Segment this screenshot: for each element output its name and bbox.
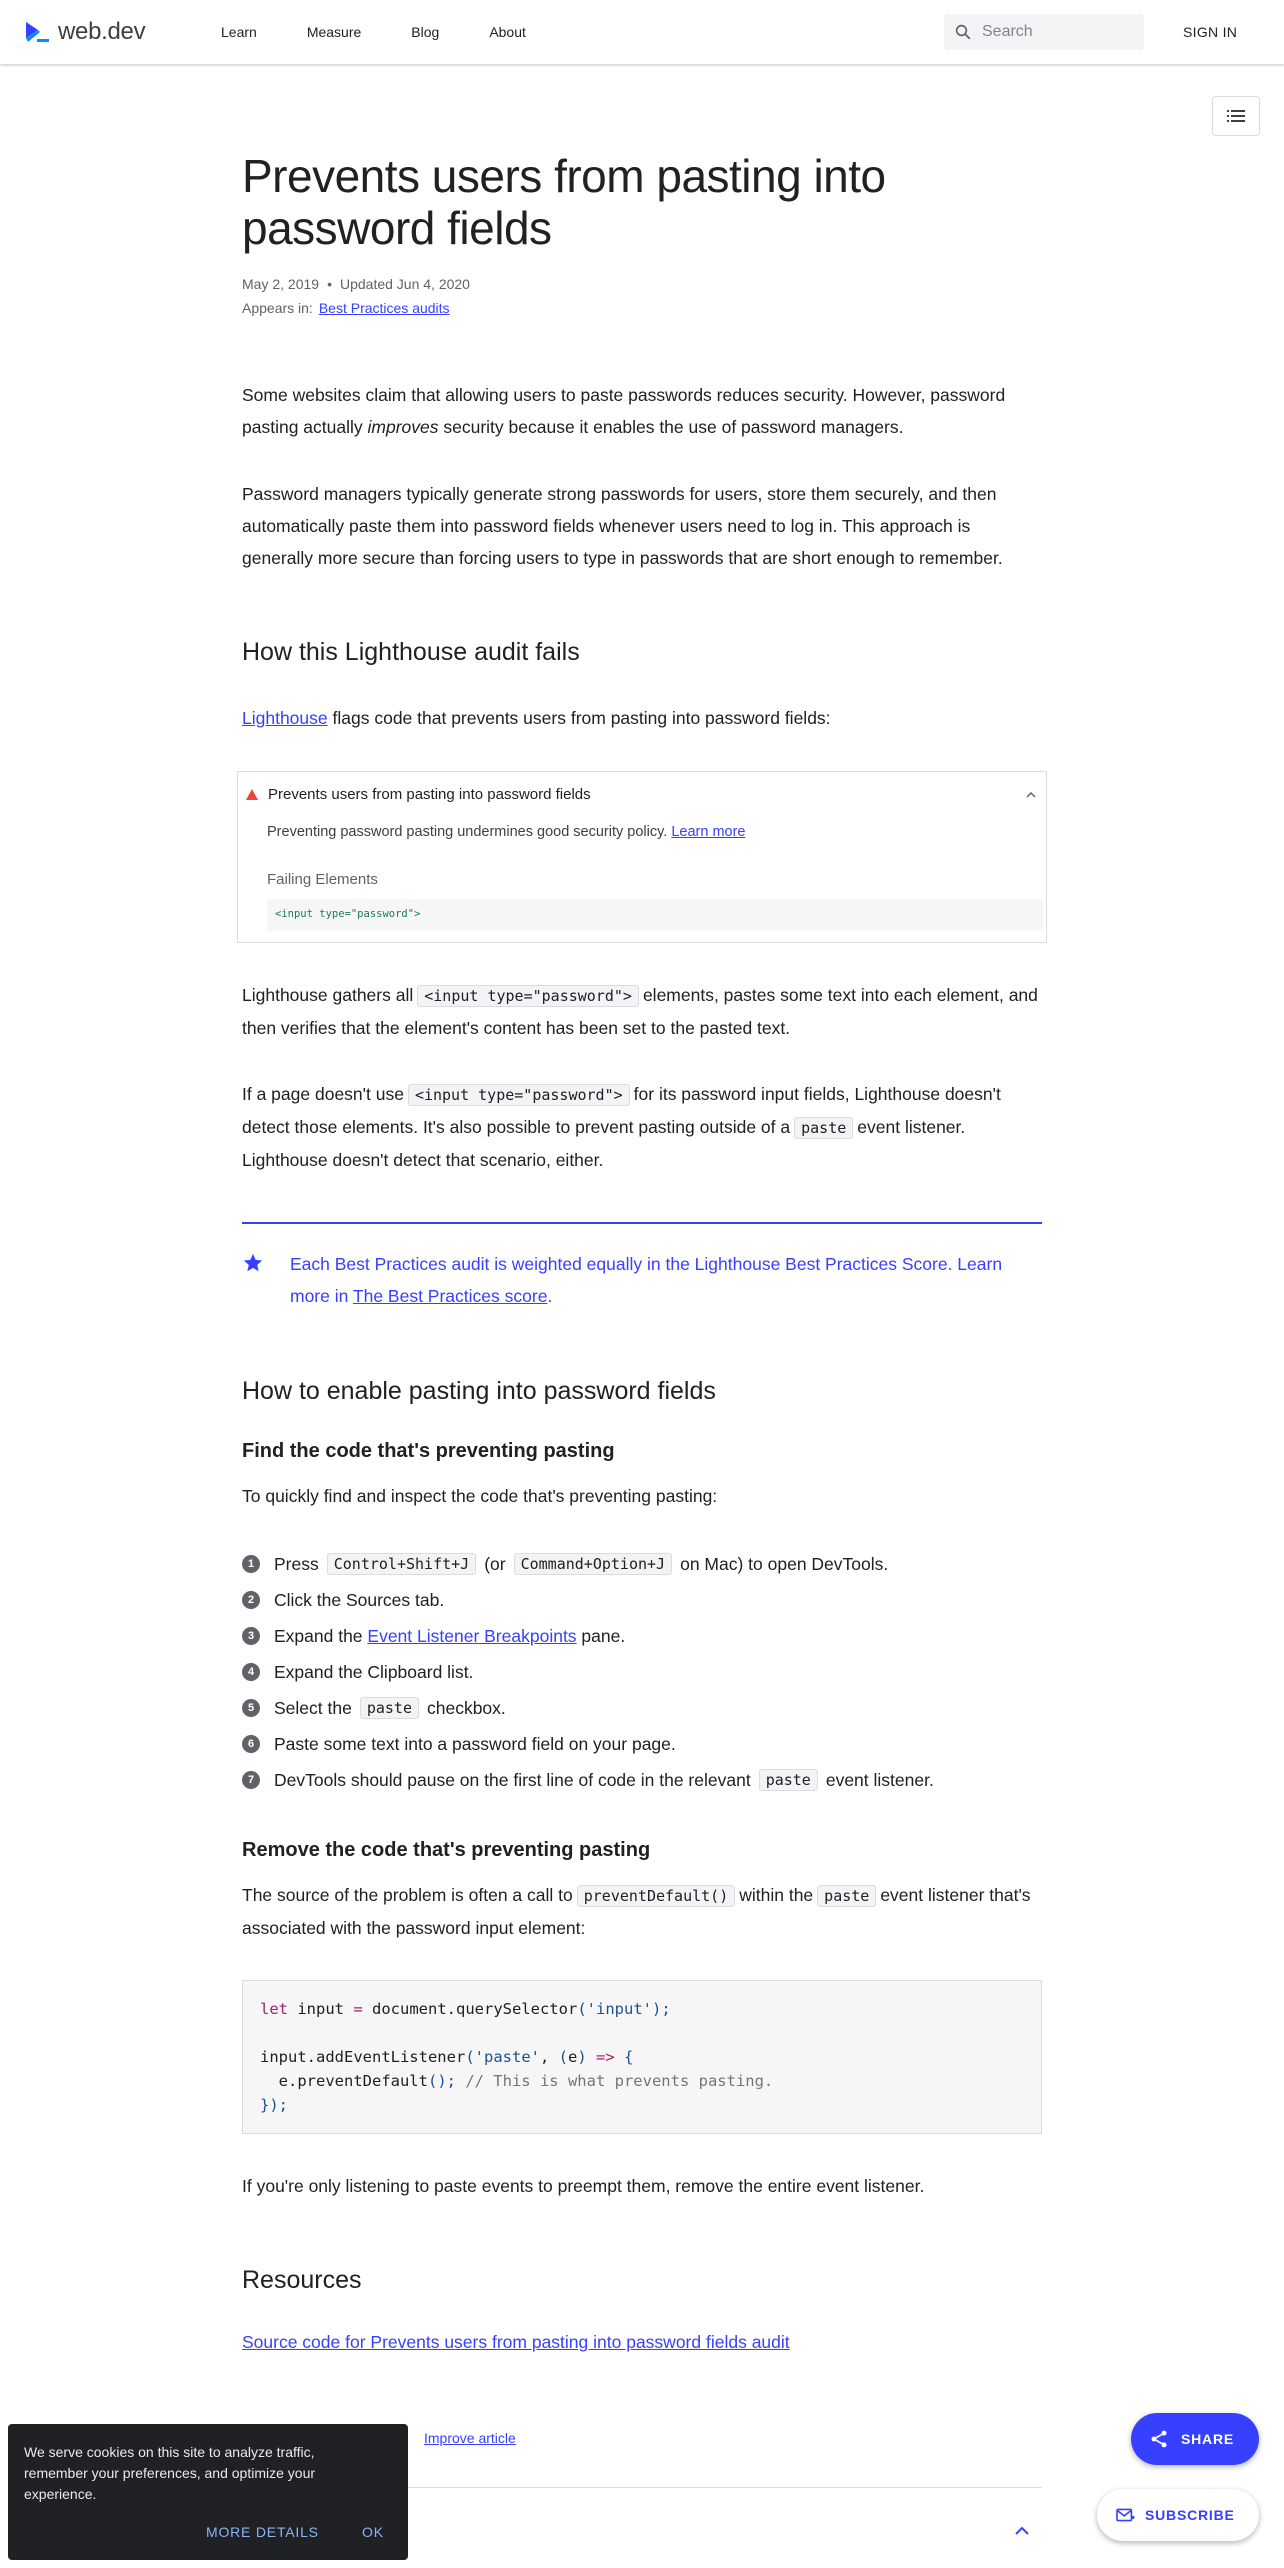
logo-text: web.dev — [58, 18, 146, 45]
code-token: document.querySelector — [362, 2000, 578, 2018]
star-icon — [242, 1252, 264, 1274]
inline-code: <input type="password"> — [408, 1084, 630, 1106]
share-label: SHARE — [1181, 2431, 1235, 2447]
step-number: 7 — [242, 1771, 260, 1789]
list-item — [242, 1690, 1042, 1726]
lighthouse-link[interactable]: Lighthouse — [242, 708, 328, 728]
code-token: (); — [427, 2072, 456, 2090]
ifpage-text: If a page doesn't use — [242, 1084, 404, 1104]
gathers-text-end: elements, pastes some text into each element, and then verifies that the element's content has been set to the pasted text. — [242, 985, 1038, 1038]
mail-icon — [1115, 2507, 1135, 2523]
callout-text — [290, 1248, 1042, 1312]
code-token: { — [614, 2048, 634, 2066]
code-token: , — [539, 2048, 559, 2066]
heading-remove-code: Remove the code that's preventing pasting — [242, 1839, 651, 1861]
appears-label: Appears in: — [242, 300, 313, 316]
inline-code: <input type="password"> — [417, 985, 639, 1007]
event-listener-breakpoints-link[interactable]: Event Listener Breakpoints — [367, 1625, 577, 1646]
divider — [408, 2487, 1042, 2488]
code-token: e.preventDefault — [260, 2072, 428, 2090]
intro-paragraph-1 — [242, 379, 1042, 443]
heading-how-to-enable: How to enable pasting into password fields — [242, 1377, 716, 1405]
lighthouse-text: flags code that prevents users from pasting into password fields: — [327, 708, 831, 728]
search-placeholder: Search — [982, 23, 1033, 40]
improve-article-link[interactable]: Improve article — [424, 2430, 516, 2446]
step-text: on Mac) to open DevTools. — [680, 1553, 889, 1574]
heading-find-code: Find the code that's preventing pasting — [242, 1440, 615, 1462]
intro-paragraph-2: Password managers typically generate strong passwords for users, store them securely, and then automatically paste them into password fields whenever users need to log in. This approach is generally more secure than forcing users to type in passwords that are short enough to remember. — [242, 484, 1003, 568]
remove-paragraph — [242, 1879, 1042, 1944]
step-number: 1 — [242, 1555, 260, 1573]
table-of-contents-button[interactable] — [1212, 96, 1260, 136]
callout-period: . — [547, 1286, 553, 1306]
article-dates — [242, 274, 1042, 294]
failing-elements-label: Failing Elements — [267, 871, 378, 888]
nav-about[interactable]: About — [489, 24, 526, 40]
intro-text-end: security because it enables the use of password managers. — [438, 417, 904, 437]
ifpage-text-mid: for its password input fields, Lighthouse doesn't detect those elements. It's also possible to prevent pasting outside of a — [242, 1084, 1001, 1137]
inline-code: paste — [759, 1769, 818, 1791]
more-details-button[interactable]: MORE DETAILS — [206, 2524, 319, 2540]
top-header — [0, 0, 1284, 64]
step-text: Click the Sources tab. — [274, 1589, 445, 1610]
listening-paragraph: If you're only listening to paste events to preempt them, remove the entire event listener. — [242, 2176, 925, 2196]
ifpage-text-end: event listener. Lighthouse doesn't detect that scenario, either. — [242, 1117, 966, 1170]
code-token: => — [586, 2048, 615, 2066]
step-text: (or — [484, 1553, 506, 1574]
list-item — [242, 1618, 1042, 1654]
step-text: DevTools should pause on the first line of code in the relevant — [274, 1769, 751, 1790]
chevron-up-icon[interactable] — [1024, 788, 1038, 802]
remove-text-end: event listener that's associated with the password input element: — [242, 1885, 1031, 1938]
share-button[interactable] — [1131, 2413, 1259, 2465]
lighthouse-report-card — [237, 771, 1047, 943]
site-logo[interactable] — [24, 18, 145, 46]
published-date: May 2, 2019 — [242, 276, 320, 292]
remove-text: The source of the problem is often a call to — [242, 1885, 573, 1905]
step-text: Expand the — [274, 1625, 368, 1646]
nav-measure[interactable]: Measure — [306, 24, 362, 40]
step-text: Select the — [274, 1697, 352, 1718]
audit-title: Prevents users from pasting into password fields — [268, 786, 591, 803]
lighthouse-paragraph — [242, 702, 1042, 734]
sign-in-button[interactable]: SIGN IN — [1183, 24, 1238, 40]
step-number: 5 — [242, 1699, 260, 1717]
list-item — [242, 1582, 1042, 1618]
heading-resources: Resources — [242, 2266, 362, 2294]
step-text: Paste some text into a password field on your page. — [274, 1733, 676, 1754]
best-practices-audits-link[interactable]: Best Practices audits — [318, 300, 450, 316]
if-page-paragraph — [242, 1078, 1042, 1176]
main-nav — [221, 0, 576, 64]
code-comment: // This is what prevents pasting. — [455, 2072, 774, 2090]
step-text: Expand the Clipboard list. — [274, 1661, 474, 1682]
nav-blog[interactable]: Blog — [411, 24, 440, 40]
steps-list — [242, 1546, 1042, 1798]
updated-date: Updated Jun 4, 2020 — [339, 276, 470, 292]
callout-body: Each Best Practices audit is weighted equally in the Lighthouse Best Practices Score. Learn more in — [290, 1254, 1003, 1306]
code-token: ) — [577, 2048, 587, 2066]
code-token: 'paste' — [474, 2048, 540, 2066]
find-paragraph: To quickly find and inspect the code that's preventing pasting: — [242, 1486, 718, 1506]
code-token: input.addEventListener — [260, 2048, 466, 2066]
list-item — [242, 1726, 1042, 1762]
heading-how-audit-fails: How this Lighthouse audit fails — [242, 638, 580, 666]
step-number: 6 — [242, 1735, 260, 1753]
subscribe-label: SUBSCRIBE — [1145, 2507, 1235, 2523]
improves-emphasis: improves — [367, 417, 439, 437]
code-token: }); — [260, 2096, 288, 2114]
code-token: ( — [465, 2048, 475, 2066]
code-token: 'input' — [586, 2000, 652, 2018]
step-text: checkbox. — [426, 1697, 506, 1718]
source-code-link[interactable]: Source code for Prevents users from pasting into password fields audit — [242, 2332, 790, 2352]
inline-code: Control+Shift+J — [327, 1553, 476, 1575]
list-item — [242, 1762, 1042, 1798]
step-number: 3 — [242, 1627, 260, 1645]
article-header — [242, 150, 1042, 318]
step-text: Press — [274, 1553, 319, 1574]
code-token: input — [288, 2000, 354, 2018]
inline-code: paste — [360, 1697, 419, 1719]
cookie-banner — [8, 2424, 408, 2560]
list-icon — [1227, 109, 1245, 123]
page-title: Prevents users from pasting into password fields — [242, 150, 886, 254]
step-number: 2 — [242, 1591, 260, 1609]
code-token: let — [260, 2000, 288, 2018]
gathers-text: Lighthouse gathers all — [242, 985, 414, 1005]
list-item — [242, 1654, 1042, 1690]
chevron-up-icon[interactable] — [1014, 2524, 1030, 2536]
learn-more-link[interactable]: Learn more — [671, 824, 746, 840]
audit-description — [267, 824, 746, 840]
best-practices-score-link[interactable]: The Best Practices score — [352, 1286, 548, 1306]
gathers-paragraph — [242, 979, 1042, 1044]
code-token: ); — [651, 2000, 671, 2018]
appears-in — [242, 298, 1042, 318]
webdev-logo-icon — [24, 19, 50, 45]
search-input[interactable] — [944, 14, 1144, 50]
step-text: pane. — [576, 1625, 626, 1646]
ok-button[interactable]: OK — [362, 2524, 384, 2540]
step-text: event listener. — [825, 1769, 934, 1790]
step-number: 4 — [242, 1663, 260, 1681]
code-token: ( — [577, 2000, 587, 2018]
failing-element-code: <input type="password"> — [267, 899, 1043, 931]
code-token: ( — [558, 2048, 568, 2066]
cookie-message: We serve cookies on this site to analyze traffic, remember your preferences, and optimize your experience. — [24, 2444, 316, 2502]
inline-code: preventDefault() — [577, 1885, 736, 1907]
audit-title-row[interactable] — [246, 786, 591, 803]
intro-text: Some websites claim that allowing users to paste passwords reduces security. However, password pasting actually — [242, 385, 1006, 437]
search-icon — [954, 23, 972, 41]
audit-desc-text: Preventing password pasting undermines good security policy. — [267, 824, 668, 840]
share-icon — [1149, 2429, 1169, 2449]
remove-text-mid: within the — [739, 1885, 814, 1905]
inline-code: Command+Option+J — [514, 1553, 673, 1575]
warning-triangle-icon — [246, 789, 258, 800]
dot-separator: • — [327, 276, 332, 292]
inline-code: paste — [794, 1117, 853, 1139]
code-token: e — [568, 2048, 578, 2066]
subscribe-button[interactable] — [1097, 2489, 1259, 2541]
code-block[interactable] — [242, 1980, 1042, 2134]
nav-learn[interactable]: Learn — [221, 24, 257, 40]
info-callout — [242, 1222, 1042, 1306]
inline-code: paste — [817, 1885, 876, 1907]
list-item — [242, 1546, 1042, 1582]
code-token: = — [353, 2000, 363, 2018]
